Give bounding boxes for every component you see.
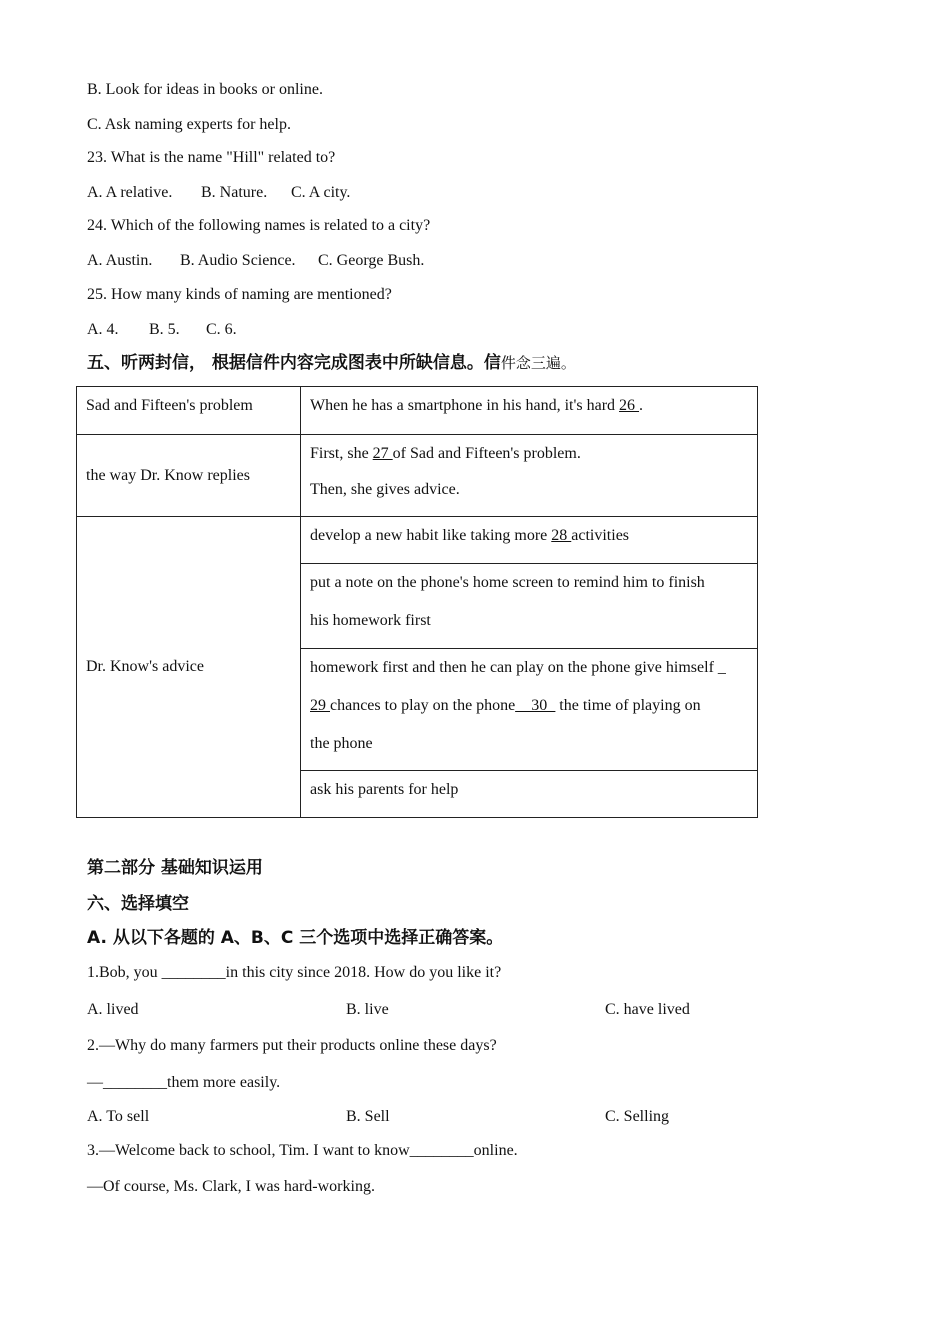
q2-option-c: C. Selling [605,1108,670,1125]
advice-4: ask his parents for help [301,771,758,818]
question-23: 23. What is the name "Hill" related to? [87,149,336,166]
q1-option-a: A. lived [87,1001,139,1018]
info-table [76,386,758,818]
question-3-line1: 3.—Welcome back to school, Tim. I want to know________online. [87,1142,518,1159]
advice-1-post: activities [571,527,630,544]
q23-option-a: A. A relative. [87,184,173,201]
advice-3-line1: homework first and then he can play on the phone give himself _ [310,659,726,676]
row3-label: Dr. Know's advice [77,517,301,818]
q2-option-b: B. Sell [346,1108,390,1125]
row2-content [301,435,758,517]
advice-2-line2: his homework first [310,612,431,629]
table-row [77,517,758,564]
q22-option-b: B. Look for ideas in books or online. [87,81,323,98]
section5-heading-text: 五、听两封信， 根据信件内容完成图表中所缺信息。信 [87,353,501,373]
q1-option-b: B. live [346,1001,389,1018]
row2-line1 [310,444,748,464]
section5-note: 件念三遍。 [500,354,576,372]
section6-instruction: A. 从以下各题的 A、B、C 三个选项中选择正确答案。 [87,928,504,948]
q25-option-b: B. 5. [149,321,180,338]
section5-heading [87,353,576,373]
section6-heading: 六、选择填空 [87,894,189,914]
q24-option-c: C. George Bush. [318,252,425,269]
q25-option-c: C. 6. [206,321,237,338]
row2-line1-pre: First, she [310,445,373,462]
question-2-line2: —________them more easily. [87,1074,281,1091]
table-row [77,435,758,517]
q2-option-a: A. To sell [87,1108,150,1125]
row1-label: Sad and Fifteen's problem [77,387,301,435]
row2-label: the way Dr. Know replies [77,435,301,517]
q25-option-a: A. 4. [87,321,119,338]
blank-29: 29 [310,697,330,714]
q24-option-b: B. Audio Science. [180,252,296,269]
row1-content [301,387,758,435]
row1-period: . [639,397,644,414]
q24-option-a: A. Austin. [87,252,153,269]
advice-3 [301,649,758,771]
question-2-line1: 2.—Why do many farmers put their products online these days? [87,1037,497,1054]
row1-text: When he has a smartphone in his hand, it's hard [310,397,620,414]
question-3-line2: —Of course, Ms. Clark, I was hard-working. [87,1178,375,1195]
advice-3-post: the time of playing on [555,697,701,714]
row2-line2: Then, she gives advice. [310,481,460,498]
q23-option-c: C. A city. [291,184,351,201]
advice-3-line3: the phone [310,735,373,752]
table-row [77,387,758,435]
q22-option-c: C. Ask naming experts for help. [87,116,291,133]
question-1: 1.Bob, you ________in this city since 2018. How do you like it? [87,964,502,981]
row2-line1-post: of Sad and Fifteen's problem. [392,445,581,462]
blank-26: 26 [619,397,640,414]
advice-3-mid: chances to play on the phone [330,697,516,714]
part2-title: 第二部分 基础知识运用 [87,858,263,878]
advice-2-line1: put a note on the phone's home screen to remind him to finish [310,574,705,591]
q23-option-b: B. Nature. [201,184,268,201]
question-25: 25. How many kinds of naming are mentioned? [87,286,392,303]
advice-3-line2 [310,696,748,716]
blank-28: 28 [551,527,572,544]
q1-option-c: C. have lived [605,1001,690,1018]
blank-30: __30_ [515,697,556,714]
question-24: 24. Which of the following names is related to a city? [87,217,431,234]
blank-27: 27 [372,445,393,462]
advice-2 [301,564,758,649]
advice-1 [301,517,758,564]
advice-1-pre: develop a new habit like taking more [310,527,552,544]
